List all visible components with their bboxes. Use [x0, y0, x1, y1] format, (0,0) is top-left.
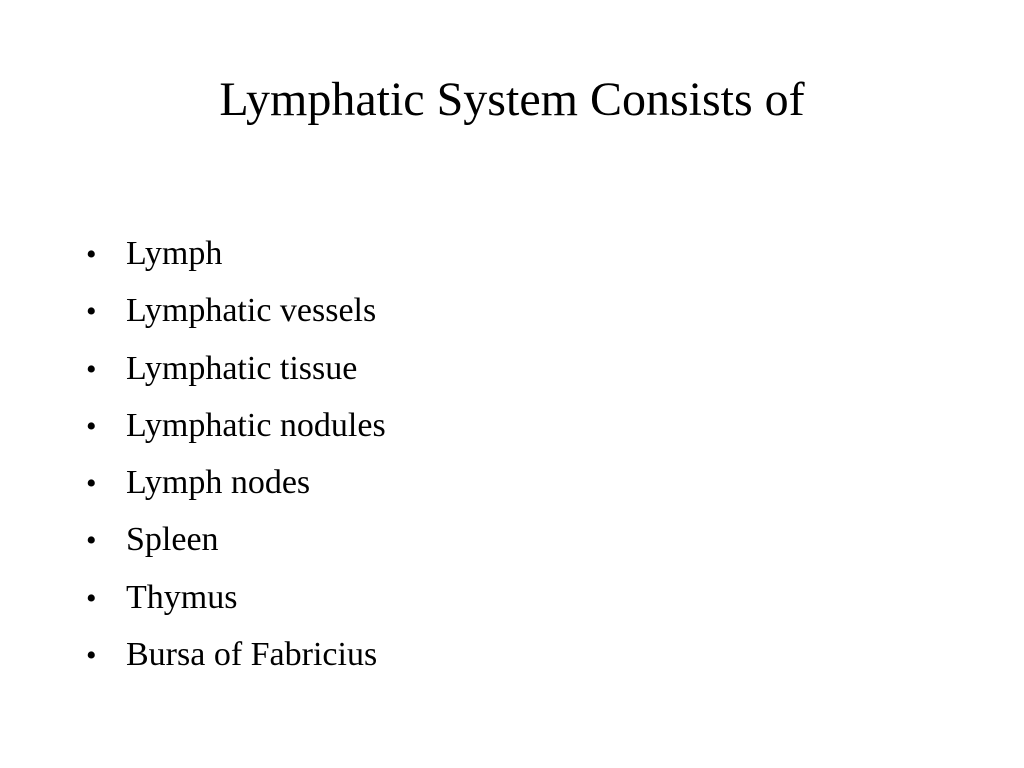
list-item: [86, 630, 386, 687]
list-item-text: Lymphatic vessels: [126, 292, 377, 330]
list-item-text: Lymphatic tissue: [126, 349, 358, 387]
list-item: [86, 515, 386, 572]
list-item: [86, 344, 386, 401]
bullet-icon: •: [86, 639, 97, 673]
list-item-text: Thymus: [126, 578, 238, 616]
bullet-icon: •: [86, 524, 97, 558]
list-item-text: Spleen: [126, 521, 219, 559]
slide-title: Lymphatic System Consists of: [219, 73, 805, 126]
bullet-icon: •: [86, 409, 97, 443]
bullet-icon: •: [86, 238, 97, 271]
bullet-list: [86, 229, 386, 687]
list-item-text: Lymph nodes: [126, 464, 311, 502]
list-item: [86, 401, 386, 458]
list-item: [86, 573, 386, 630]
bullet-icon: •: [86, 467, 97, 501]
list-item: [86, 229, 386, 286]
list-item: [86, 458, 386, 515]
bullet-icon: •: [86, 581, 97, 615]
list-item-text: Lymphatic nodules: [126, 406, 386, 444]
bullet-icon: •: [86, 295, 97, 329]
list-item-text: Lymph: [126, 235, 223, 272]
bullet-icon: •: [86, 352, 97, 386]
list-item-text: Bursa of Fabricius: [126, 636, 378, 674]
list-item: [86, 286, 386, 343]
